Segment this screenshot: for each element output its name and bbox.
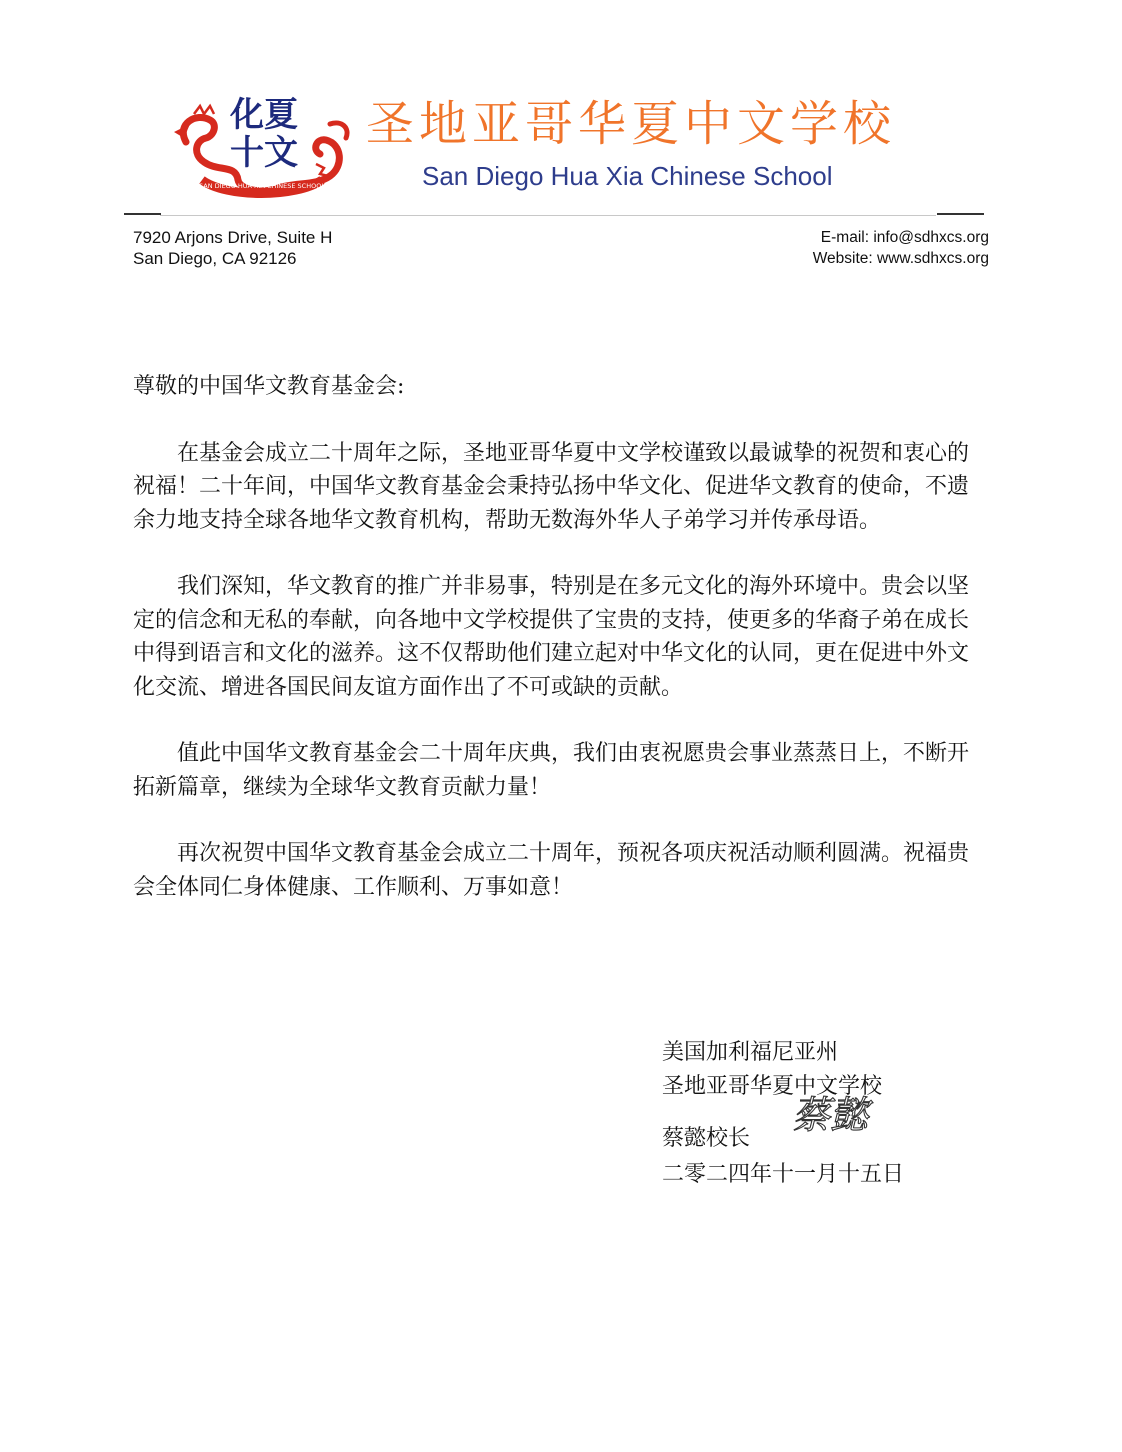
- header-rule-left: [124, 213, 161, 215]
- school-name-en: San Diego Hua Xia Chinese School: [422, 161, 833, 191]
- address-line-1: 7920 Arjons Drive, Suite H: [133, 228, 333, 247]
- salutation: 尊敬的中国华文教育基金会:: [133, 374, 405, 399]
- school-name-cn: 圣地亚哥华夏中文学校: [366, 96, 897, 152]
- school-logo: [166, 84, 354, 200]
- logo-glyphs-bottom: 十文: [230, 133, 298, 173]
- signature-principal: 蔡懿校长: [662, 1126, 751, 1151]
- signature-school: 圣地亚哥华夏中文学校: [662, 1074, 883, 1099]
- logo-ring-text: SAN DIEGO HUA XIA CHINESE SCHOOL: [199, 182, 325, 190]
- website-line[interactable]: Website: www.sdhxcs.org: [812, 250, 989, 267]
- letter-body: [133, 370, 983, 937]
- paragraph-2: 我们深知，华文教育的推广并非易事，特别是在多元文化的海外环境中。贵会以坚定的信念和无私的奉献，向各地中文学校提供了宝贵的支持，使更多的华裔子弟在成长中得到语言和文化的滋养。这不仅帮助他们建立起对中华文化的认同，更在促进中外文化交流、增进各国民间友谊方面作出了不可或缺的贡献。: [133, 574, 970, 700]
- address-line-2: San Diego, CA 92126: [133, 249, 297, 268]
- handwritten-signature: [790, 1088, 882, 1140]
- school-address: [133, 227, 332, 269]
- header-rule: [160, 215, 936, 216]
- school-contact: [813, 227, 989, 269]
- paragraph-4: 再次祝贺中国华文教育基金会成立二十周年，预祝各项庆祝活动顺利圆满。祝福贵会全体同仁身体健康、工作顺利、万事如意！: [133, 841, 970, 900]
- handwritten-signature-text: 蔡懿: [792, 1093, 869, 1137]
- email-line[interactable]: E-mail: info@sdhxcs.org: [820, 229, 989, 246]
- paragraph-3: 值此中国华文教育基金会二十周年庆典，我们由衷祝愿贵会事业蒸蒸日上，不断开拓新篇章，继续为全球华文教育贡献力量！: [133, 741, 970, 800]
- paragraph-1: 在基金会成立二十周年之际，圣地亚哥华夏中文学校谨致以最诚挚的祝贺和衷心的祝福！二十年间，中国华文教育基金会秉持弘扬中华文化、促进华文教育的使命，不遗余力地支持全球各地华文教育机构，帮助无数海外华人子弟学习并传承母语。: [133, 440, 970, 533]
- logo-glyphs-top: 化夏: [230, 95, 298, 135]
- signature-location: 美国加利福尼亚州: [662, 1040, 839, 1065]
- signature-block: [662, 1036, 904, 1192]
- signature-principal-row: [662, 1093, 904, 1158]
- header-rule-right: [937, 213, 984, 215]
- signature-date: 二零二四年十一月十五日: [662, 1162, 905, 1187]
